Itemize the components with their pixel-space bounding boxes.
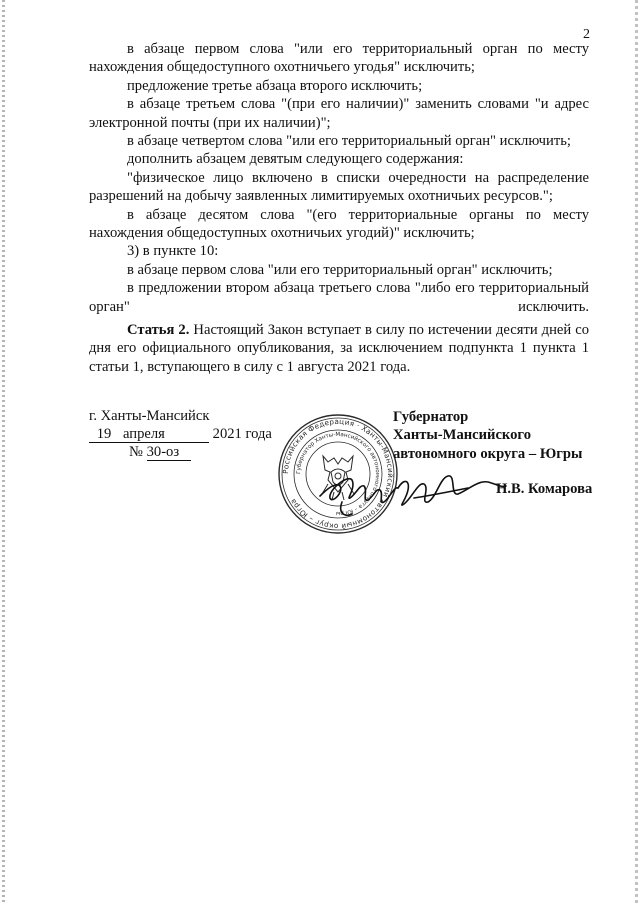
paragraph: в абзаце четвертом слова "или его территориальный орган" исключить; [127,133,571,150]
paragraph: "физическое лицо включено в списки очередности на распределение разрешений на добычу заявленных лимитируемых охотничьих ресурсов."; [89,169,589,205]
paragraph: в абзаце первом слова "или его территориальный орган по месту нахождения общедоступного охотничьего угодья" исключить; [89,41,589,76]
governor-block [393,408,582,463]
paragraph: в предложении втором абзаца третьего слова "либо его территориальный орган" исключить. [89,280,589,315]
scan-edge-left [2,0,5,905]
page-number: 2 [583,27,590,42]
paragraph: в абзаце третьем слова "(при его наличии)" заменить словами "и адрес электронной почты (при их наличии)"; [89,96,589,131]
amendment-text [89,40,589,316]
date-month: апреля [119,427,209,443]
handwritten-signature [318,458,508,528]
article-label: Статья 2. [127,322,190,338]
date-day: 19 [89,427,119,443]
paragraph: предложение третье абзаца второго исключить; [127,77,423,94]
scan-edge-right [635,0,638,905]
paragraph: в абзаце десятом слова "(его территориальные органы по месту нахождения общедоступных охотничьих угодий)" исключить; [89,206,589,242]
signing-place: г. Ханты-Мансийск [89,408,210,424]
paragraph: в абзаце первом слова "или его территориальный орган" исключить; [127,261,553,278]
article-2 [89,321,589,376]
governor-title: Губернатор [393,409,469,425]
date-year: 2021 года [212,426,272,442]
article-text: Настоящий Закон вступает в силу по истечении десяти дней со дня его официального опубликования, за исключением подпункта 1 пункта 1 статьи 1, вступающего в силу с 1 августа 2021 года. [89,322,590,375]
governor-name: Н.В. Комарова [496,481,593,497]
governor-okrug: автономного округа – Югры [393,445,583,462]
signing-date [89,426,272,443]
governor-region: Ханты-Мансийского [393,427,531,444]
number-sign: № [129,444,143,460]
seal-inner-text: Губернатор Ханты-Мансийского автономного округа – Югры [295,431,381,517]
number-value: 30-оз [147,445,191,461]
paragraph: дополнить абзацем девятым следующего содержания: [127,151,464,168]
law-number [129,444,191,461]
seal-outer-text: Российская Федерация · Ханты-Мансийский автономный округ – Югра [280,416,396,532]
paragraph: 3) в пункте 10: [127,243,219,260]
